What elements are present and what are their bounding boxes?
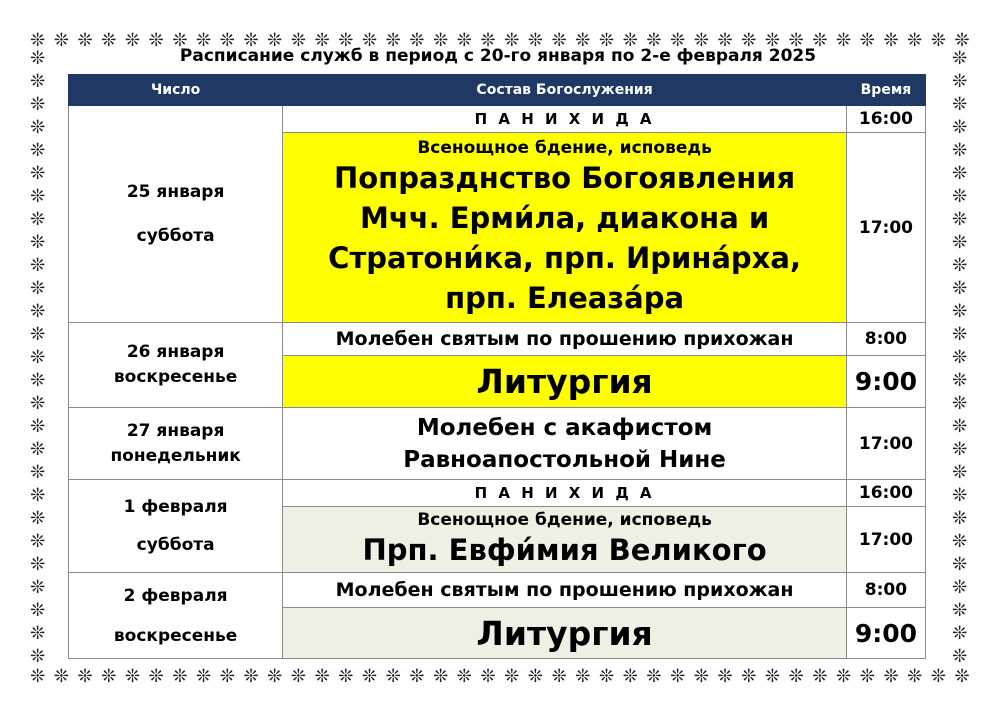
ornament-icon: ❊	[952, 508, 968, 529]
ornament-icon: ❊	[30, 646, 46, 667]
ornament-icon: ❊	[30, 462, 46, 483]
ornament-icon: ❊	[30, 554, 46, 575]
ornament-icon: ❊	[124, 30, 140, 51]
ornament-icon: ❊	[952, 140, 968, 161]
ornament-icon: ❊	[952, 48, 968, 69]
date-cell	[69, 480, 283, 573]
ornament-icon: ❊	[480, 30, 496, 51]
service-moleben: Молебен святым по прошению прихожан	[283, 573, 847, 608]
ornament-icon: ❊	[952, 117, 968, 138]
ornament-icon: ❊	[952, 94, 968, 115]
ornament-icon: ❊	[195, 30, 212, 51]
ornament-icon: ❊	[504, 666, 520, 687]
ornament-icon: ❊	[646, 666, 662, 687]
ornament-icon: ❊	[30, 531, 46, 552]
ornament-icon: ❊	[741, 666, 757, 687]
ornament-icon: ❊	[148, 30, 164, 51]
decorative-border-bottom	[30, 668, 970, 686]
ornament-icon: ❊	[952, 71, 968, 92]
ornament-icon: ❊	[575, 30, 591, 51]
ornament-icon: ❊	[30, 623, 46, 644]
ornament-icon: ❊	[30, 30, 46, 51]
ornament-icon: ❊	[527, 30, 543, 51]
ornament-icon: ❊	[361, 666, 377, 687]
time-cell: 8:00	[846, 323, 925, 356]
ornament-icon: ❊	[267, 30, 283, 51]
ornament-icon: ❊	[385, 666, 401, 687]
ornament-icon: ❊	[551, 666, 567, 687]
ornament-icon: ❊	[30, 370, 46, 391]
ornament-icon: ❊	[30, 209, 46, 230]
weekday-label: воскресенье	[113, 625, 238, 646]
ornament-icon: ❊	[385, 30, 401, 51]
ornament-icon: ❊	[53, 666, 69, 687]
ornament-icon: ❊	[952, 485, 968, 506]
ornament-icon: ❊	[812, 30, 828, 51]
time-cell: 16:00	[846, 106, 925, 133]
ornament-icon: ❊	[30, 48, 46, 69]
ornament-icon: ❊	[30, 278, 46, 299]
ornament-icon: ❊	[788, 30, 804, 51]
weekday-label: понедельник	[110, 445, 241, 466]
ornament-icon: ❊	[267, 666, 283, 687]
ornament-icon: ❊	[172, 666, 188, 687]
ornament-icon: ❊	[859, 666, 875, 687]
header-date: Число	[69, 75, 283, 106]
ornament-icon: ❊	[361, 30, 377, 51]
ornament-icon: ❊	[952, 439, 968, 460]
ornament-icon: ❊	[952, 462, 968, 483]
ornament-icon: ❊	[598, 30, 614, 51]
ornament-icon: ❊	[693, 30, 709, 51]
ornament-icon: ❊	[338, 30, 354, 51]
ornament-icon: ❊	[952, 646, 968, 667]
ornament-icon: ❊	[30, 94, 46, 115]
table-row	[69, 323, 926, 356]
ornament-icon: ❊	[669, 30, 686, 51]
ornament-icon: ❊	[30, 508, 46, 529]
ornament-icon: ❊	[952, 600, 968, 621]
service-panikhida: П А Н И Х И Д А	[283, 106, 847, 133]
ornament-icon: ❊	[101, 666, 117, 687]
header-time: Время	[846, 75, 925, 106]
feast-line: Мчч. Ерми́ла, диакона и	[359, 200, 770, 235]
ornament-icon: ❊	[527, 666, 543, 687]
ornament-icon: ❊	[952, 186, 968, 207]
ornament-icon: ❊	[30, 416, 46, 437]
ornament-icon: ❊	[952, 255, 968, 276]
ornament-icon: ❊	[907, 30, 923, 51]
ornament-icon: ❊	[551, 30, 567, 51]
ornament-icon: ❊	[930, 30, 946, 51]
header-service: Состав Богослужения	[283, 75, 847, 106]
ornament-icon: ❊	[172, 30, 188, 51]
ornament-icon: ❊	[30, 232, 46, 253]
ornament-icon: ❊	[622, 30, 638, 51]
date-cell	[69, 106, 283, 323]
feast-line: Попразднство Богоявления	[333, 160, 796, 195]
ornament-icon: ❊	[290, 30, 306, 51]
service-liturgy: Литургия	[283, 356, 847, 408]
decorative-border-left	[30, 50, 45, 666]
date-label: 1 февраля	[123, 497, 228, 517]
ornament-icon: ❊	[314, 666, 330, 687]
ornament-icon: ❊	[952, 347, 968, 368]
table-row	[69, 573, 926, 608]
ornament-icon: ❊	[930, 666, 946, 687]
ornament-icon: ❊	[598, 666, 614, 687]
ornament-icon: ❊	[480, 666, 496, 687]
time-cell: 9:00	[846, 356, 925, 408]
ornament-icon: ❊	[124, 666, 140, 687]
ornament-icon: ❊	[883, 30, 899, 51]
ornament-icon: ❊	[432, 666, 449, 687]
ornament-icon: ❊	[101, 30, 117, 51]
ornament-icon: ❊	[30, 324, 46, 345]
ornament-icon: ❊	[835, 30, 851, 51]
ornament-icon: ❊	[952, 209, 968, 230]
ornament-icon: ❊	[952, 416, 968, 437]
date-label: 27 января	[126, 420, 225, 441]
ornament-icon: ❊	[30, 140, 46, 161]
ornament-icon: ❊	[30, 577, 46, 598]
time-cell: 8:00	[846, 573, 925, 608]
ornament-icon: ❊	[883, 666, 899, 687]
ornament-icon: ❊	[53, 30, 69, 51]
ornament-icon: ❊	[952, 278, 968, 299]
weekday-label: суббота	[136, 535, 215, 555]
service-akathist	[283, 408, 847, 480]
service-panikhida: П А Н И Х И Д А	[283, 480, 847, 507]
table-header-row	[69, 75, 926, 106]
ornament-icon: ❊	[907, 666, 923, 687]
ornament-icon: ❊	[148, 666, 164, 687]
ornament-icon: ❊	[30, 71, 46, 92]
ornament-icon: ❊	[30, 439, 46, 460]
ornament-icon: ❊	[30, 666, 46, 687]
ornament-icon: ❊	[646, 30, 662, 51]
ornament-icon: ❊	[717, 666, 733, 687]
ornament-icon: ❊	[243, 30, 259, 51]
ornament-icon: ❊	[835, 666, 851, 687]
ornament-icon: ❊	[432, 30, 449, 51]
weekday-label: воскресенье	[113, 367, 238, 387]
ornament-icon: ❊	[456, 30, 472, 51]
ornament-icon: ❊	[219, 30, 235, 51]
ornament-icon: ❊	[788, 666, 804, 687]
schedule-title: Расписание служб в период с 20-го января по 2-е февраля 2025	[179, 46, 817, 66]
date-cell	[69, 323, 283, 408]
ornament-icon: ❊	[952, 324, 968, 345]
service-subtitle: Всенощное бдение, исповедь	[417, 137, 712, 158]
service-line: Молебен с акафистом	[416, 414, 713, 441]
table-row	[69, 106, 926, 133]
ornament-icon: ❊	[669, 666, 686, 687]
ornament-icon: ❊	[952, 232, 968, 253]
ornament-icon: ❊	[952, 577, 968, 598]
service-vigil-feast	[283, 133, 847, 323]
date-cell	[69, 573, 283, 659]
ornament-icon: ❊	[575, 666, 591, 687]
time-cell: 9:00	[846, 608, 925, 659]
ornament-icon: ❊	[30, 393, 46, 414]
decorative-border-right	[952, 50, 967, 666]
ornament-icon: ❊	[195, 666, 212, 687]
ornament-icon: ❊	[954, 666, 970, 687]
ornament-icon: ❊	[456, 666, 472, 687]
feast-line: прп. Елеаза́ра	[445, 280, 685, 315]
ornament-icon: ❊	[409, 30, 425, 51]
ornament-icon: ❊	[764, 30, 780, 51]
feast-line: Прп. Евфи́мия Великого	[362, 532, 767, 567]
ornament-icon: ❊	[504, 30, 520, 51]
ornament-icon: ❊	[338, 666, 354, 687]
date-label: 26 января	[126, 342, 225, 362]
ornament-icon: ❊	[30, 485, 46, 506]
ornament-icon: ❊	[741, 30, 757, 51]
ornament-icon: ❊	[30, 600, 46, 621]
ornament-icon: ❊	[30, 163, 46, 184]
date-label: 2 февраля	[123, 585, 228, 606]
ornament-icon: ❊	[952, 301, 968, 322]
ornament-icon: ❊	[77, 30, 93, 51]
ornament-icon: ❊	[409, 666, 425, 687]
time-cell: 17:00	[846, 507, 925, 573]
schedule-table	[68, 74, 926, 659]
ornament-icon: ❊	[764, 666, 780, 687]
ornament-icon: ❊	[30, 255, 46, 276]
table-row	[69, 408, 926, 480]
date-label: 25 января	[126, 182, 225, 202]
date-cell	[69, 408, 283, 480]
ornament-icon: ❊	[952, 623, 968, 644]
table-row	[69, 480, 926, 507]
ornament-icon: ❊	[952, 163, 968, 184]
ornament-icon: ❊	[717, 30, 733, 51]
ornament-icon: ❊	[952, 531, 968, 552]
service-moleben: Молебен святым по прошению прихожан	[283, 323, 847, 356]
ornament-icon: ❊	[622, 666, 638, 687]
ornament-icon: ❊	[243, 666, 259, 687]
ornament-icon: ❊	[30, 117, 46, 138]
time-cell: 17:00	[846, 408, 925, 480]
ornament-icon: ❊	[30, 301, 46, 322]
ornament-icon: ❊	[952, 554, 968, 575]
ornament-icon: ❊	[314, 30, 330, 51]
ornament-icon: ❊	[290, 666, 306, 687]
ornament-icon: ❊	[693, 666, 709, 687]
service-line: Равноапостольной Нине	[403, 446, 726, 473]
ornament-icon: ❊	[219, 666, 235, 687]
time-cell: 17:00	[846, 133, 925, 323]
ornament-icon: ❊	[30, 347, 46, 368]
ornament-icon: ❊	[952, 370, 968, 391]
feast-line: Стратони́ка, прп. Ирина́рха,	[328, 240, 801, 275]
ornament-icon: ❊	[952, 393, 968, 414]
ornament-icon: ❊	[954, 30, 970, 51]
time-cell: 16:00	[846, 480, 925, 507]
service-liturgy: Литургия	[283, 608, 847, 659]
service-vigil-feast	[283, 507, 847, 573]
ornament-icon: ❊	[859, 30, 875, 51]
ornament-icon: ❊	[812, 666, 828, 687]
service-subtitle: Всенощное бдение, исповедь	[417, 509, 712, 530]
weekday-label: суббота	[136, 226, 215, 246]
ornament-icon: ❊	[77, 666, 93, 687]
ornament-icon: ❊	[30, 186, 46, 207]
